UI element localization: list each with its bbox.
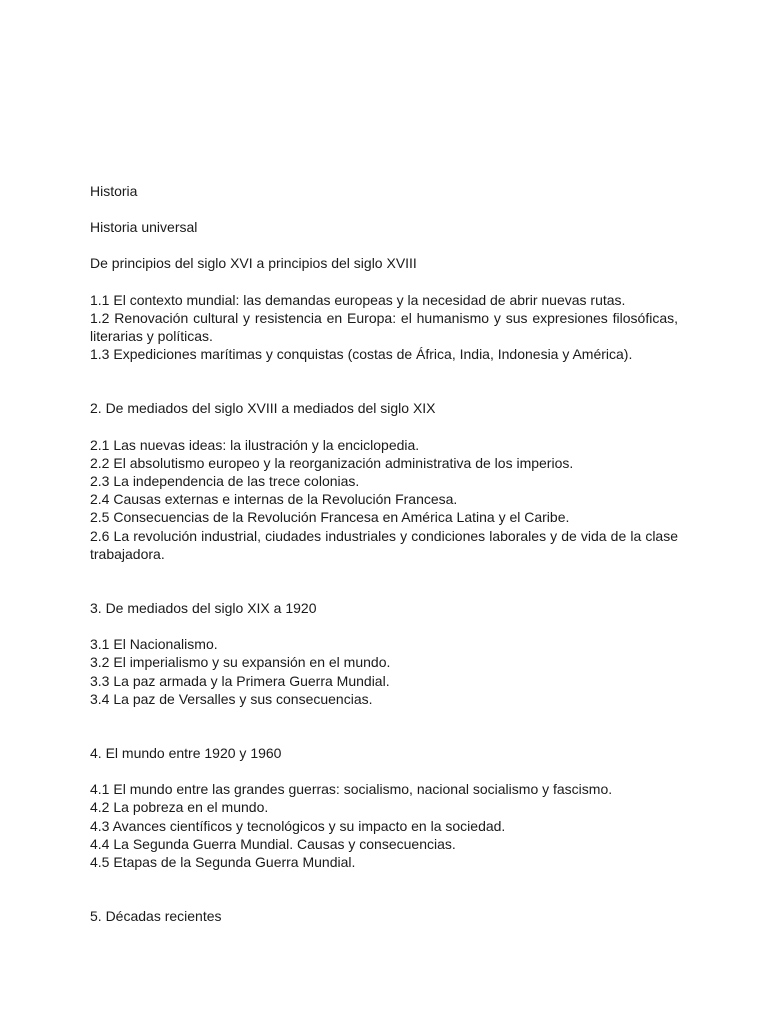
list-item: 2.3 La independencia de las trece colonias. xyxy=(90,473,360,490)
section-heading: 4. El mundo entre 1920 y 1960 xyxy=(90,745,282,762)
list-item: 3.1 El Nacionalismo. xyxy=(90,636,218,653)
list-item: 1.1 El contexto mundial: las demandas europeas y la necesidad de abrir nuevas rutas. xyxy=(90,291,626,308)
list-item: 2.1 Las nuevas ideas: la ilustración y la enciclopedia. xyxy=(90,436,420,453)
list-item: 1.2 Renovación cultural y resistencia en Europa: el humanismo y sus expresiones filosóficas, literarias y políticas. xyxy=(90,309,678,345)
document-subtitle: Historia universal xyxy=(90,219,198,236)
list-item: 4.2 La pobreza en el mundo. xyxy=(90,799,269,816)
section-heading: 5. Décadas recientes xyxy=(90,908,222,925)
list-item: 4.3 Avances científicos y tecnológicos y su impacto en la sociedad. xyxy=(90,817,506,834)
section-heading: 2. De mediados del siglo XVIII a mediados del siglo XIX xyxy=(90,400,436,417)
list-item: 2.5 Consecuencias de la Revolución Francesa en América Latina y el Caribe. xyxy=(90,509,570,526)
list-item: 2.2 El absolutismo europeo y la reorganización administrativa de los imperios. xyxy=(90,454,574,471)
section-heading: De principios del siglo XVI a principios del siglo XVIII xyxy=(90,255,417,272)
list-item: 2.4 Causas externas e internas de la Revolución Francesa. xyxy=(90,491,458,508)
section-heading: 3. De mediados del siglo XIX a 1920 xyxy=(90,600,317,617)
document-body xyxy=(90,182,678,925)
list-item: 4.4 La Segunda Guerra Mundial. Causas y consecuencias. xyxy=(90,835,456,852)
list-item: 4.1 El mundo entre las grandes guerras: socialismo, nacional socialismo y fascismo. xyxy=(90,781,613,798)
list-item: 3.3 La paz armada y la Primera Guerra Mundial. xyxy=(90,672,390,689)
list-item: 3.2 El imperialismo y su expansión en el mundo. xyxy=(90,654,391,671)
list-item: 3.4 La paz de Versalles y sus consecuencias. xyxy=(90,690,373,707)
list-item: 1.3 Expediciones marítimas y conquistas (costas de África, India, Indonesia y América). xyxy=(90,346,633,363)
document-title: Historia xyxy=(90,183,138,199)
list-item: 2.6 La revolución industrial, ciudades industriales y condiciones laborales y de vida de la clase trabajadora. xyxy=(90,527,678,562)
list-item: 4.5 Etapas de la Segunda Guerra Mundial. xyxy=(90,854,356,871)
